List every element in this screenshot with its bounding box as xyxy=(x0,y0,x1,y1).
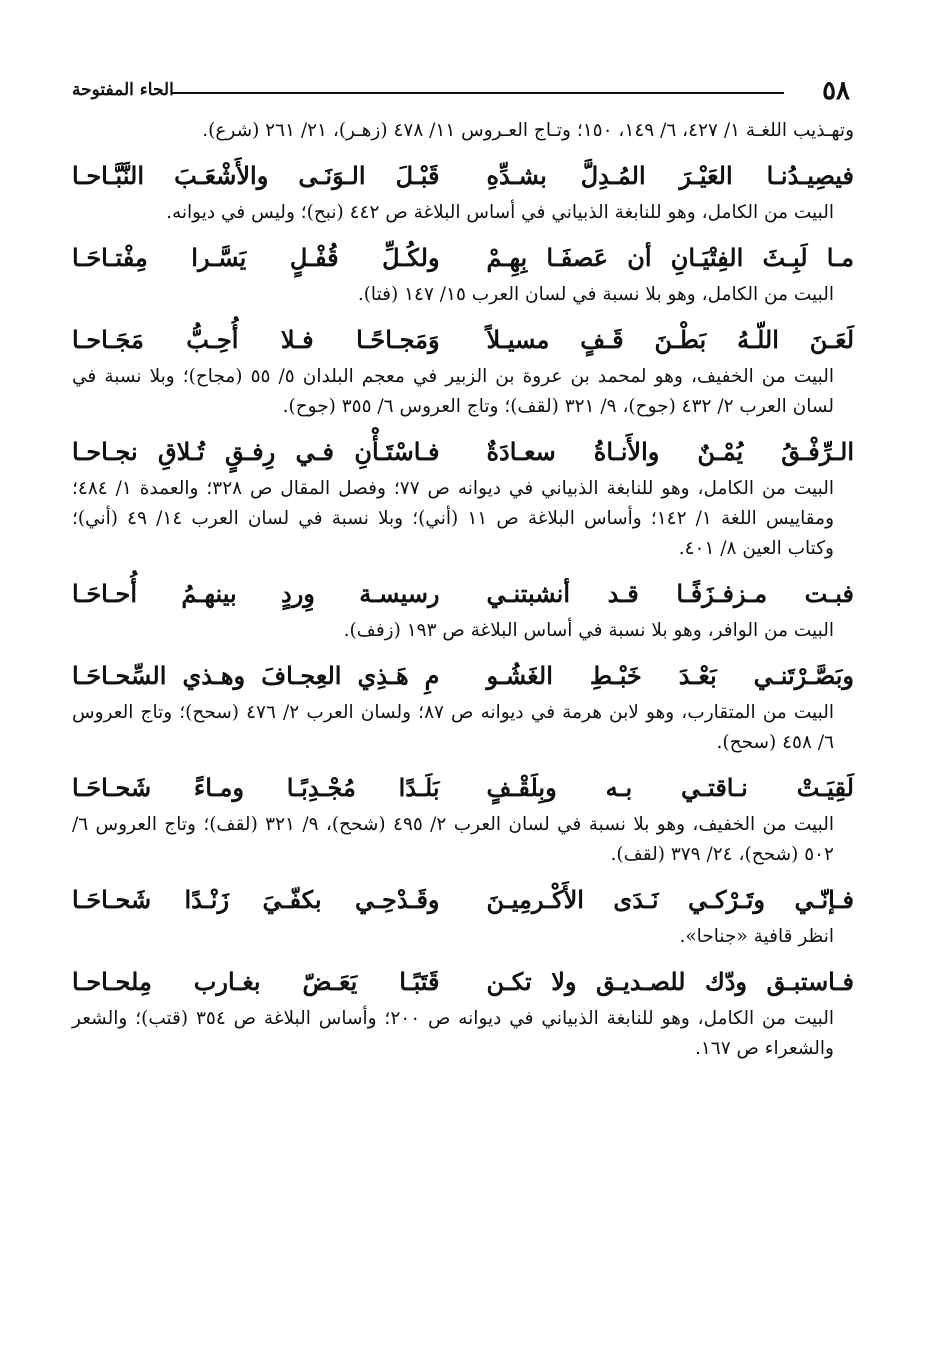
verse-first-hemistich: الـرِّفْـقُ يُمْـنٌ والأَنـاةُ سعـادَةٌ xyxy=(486,437,854,466)
note-block xyxy=(72,474,854,564)
note-block xyxy=(72,1004,854,1064)
book-page xyxy=(72,70,854,1340)
verse-first-hemistich: فـاستبـق ودّك للصـديـق ولا تكـن xyxy=(486,967,854,996)
poetry-verse xyxy=(72,882,854,918)
verse-entry xyxy=(72,158,854,228)
verse-second-hemistich: قَبْـلَ الـوَنَـى والأَشْعَـبَ النَّبَّـاحـا xyxy=(72,161,440,190)
footnote-text: البيت من الخفيف، وهو لمحمد بن عروة بن الزبير في معجم البلدان ٥/ ٥٥ (مجاح)؛ وبلا نسبة في لسان العرب ٢/ ٤٣٢ (جوح)، ٩/ ٣٢١ (لقف)؛ وتاج العروس ٦/ ٣٥٥ (جوح). xyxy=(72,366,834,417)
page-header xyxy=(72,70,854,116)
footnote-text: البيت من الكامل، وهو للنابغة الذبياني في أساس البلاغة ص ٤٤٢ (نبح)؛ وليس في ديوانه. xyxy=(166,202,834,223)
verse-second-hemistich: رسيسـة وِردٍ بينهـمُ أُحـاحَـا xyxy=(72,579,440,608)
footnote-text: البيت من الخفيف، وهو بلا نسبة في لسان العرب ٢/ ٤٩٥ (شحح)، ٩/ ٣٢١ (لقف)؛ وتاج العروس ٦/ ٥٠٢ (شحح)، ٢٤/ ٣٧٩ (لقف). xyxy=(72,814,834,865)
header-rule xyxy=(172,92,784,94)
verse-first-hemistich: وبَصَّـرْتَنـي بَعْـدَ خَبْـطِ الغَشُـو xyxy=(486,661,854,690)
footnote-text: البيت من الكامل، وهو بلا نسبة في لسان العرب ١٥/ ١٤٧ (فتا). xyxy=(357,284,834,305)
verse-second-hemistich: بَلَـدًا مُجْـدِبًـا ومـاءً شَحـاحَـا xyxy=(72,773,440,802)
verse-first-hemistich: فيصِيـدُنـا العَيْـرَ المُـدِلَّ بشـدِّهِ xyxy=(486,161,854,190)
verse-entry xyxy=(72,658,854,758)
verse-entry xyxy=(72,770,854,870)
verse-first-hemistich: مـا لَبِـثَ الفِتْيَـانِ أن عَصفَـا بِهِـمْ xyxy=(486,243,854,272)
note-block xyxy=(72,362,854,422)
note-block xyxy=(72,922,854,952)
verse-entry xyxy=(72,240,854,310)
poetry-verse xyxy=(72,770,854,806)
running-title: الحاء المفتوحة xyxy=(72,80,174,100)
poetry-verse xyxy=(72,964,854,1000)
verse-second-hemistich: وقَـدْحِـي بكفّـيَ زَنْـدًا شَحـاحَـا xyxy=(72,885,440,914)
poetry-verse xyxy=(72,434,854,470)
note-block xyxy=(72,198,854,228)
verse-second-hemistich: فـاسْتَـأْنِ فـي رِفـقٍ تُـلاقِ نجـاحـا xyxy=(72,437,440,466)
verse-first-hemistich: فـإنّـي وتَـرْكـي نَـدَى الأَكْـرمِيـنَ xyxy=(486,885,854,914)
poetry-verse xyxy=(72,658,854,694)
verse-first-hemistich: لَقِيَـتْ نـاقتـي بـه وبِلَقْـفٍ xyxy=(486,773,854,802)
note-block xyxy=(72,616,854,646)
verse-entry xyxy=(72,434,854,564)
footnote-text: انظر قافية «جناحا». xyxy=(679,926,834,947)
verse-entry xyxy=(72,882,854,952)
poetry-verse xyxy=(72,158,854,194)
page-number: ٥٨ xyxy=(822,76,850,106)
footnote-text: البيت من الكامل، وهو للنابغة الذبياني في ديوانه ص ٧٧؛ وفصل المقال ص ٣٢٨؛ والعمدة ١/ ٤٨٤؛ ومقاييس اللغة ١/ ١٤٢؛ وأساس البلاغة ص ١١ (أني)؛ وبلا نسبة في لسان العرب ١٤/ ٤٩ (أني)؛ وكتاب العين ٨/ ٤٠١. xyxy=(72,478,834,559)
poetry-verse xyxy=(72,322,854,358)
footnote-text: البيت من المتقارب، وهو لابن هرمة في ديوانه ص ٨٧؛ ولسان العرب ٢/ ٤٧٦ (سحح)؛ وتاج العروس ٦/ ٤٥٨ (سحح). xyxy=(72,702,834,753)
verse-first-hemistich: فبـت مـزفـزَفًـا قـد أنشبتنـي xyxy=(486,579,854,608)
footnote-text: البيت من الكامل، وهو للنابغة الذبياني في ديوانه ص ٢٠٠؛ وأساس البلاغة ص ٣٥٤ (قتب)؛ والشعر والشعراء ص ١٦٧. xyxy=(72,1008,834,1059)
verse-second-hemistich: قَتَبًـا يَعَـضّ بغـارب مِلحـاحـا xyxy=(72,967,440,996)
footnote-text: وتهـذيب اللغـة ١/ ٤٢٧، ٦/ ١٤٩، ١٥٠؛ وتـاج العـروس ١١/ ٤٧٨ (زهـر)، ٢١/ ٢٦١ (شرع). xyxy=(202,120,854,141)
note-block xyxy=(72,280,854,310)
verse-entry xyxy=(72,576,854,646)
verse-entry xyxy=(72,964,854,1064)
poetry-verse xyxy=(72,576,854,612)
verse-entry xyxy=(72,322,854,422)
verse-first-hemistich: لَعَـنَ اللّـهُ بَطْـنَ قَـفٍ مسيـلاً xyxy=(486,325,854,354)
poetry-verse xyxy=(72,240,854,276)
verse-second-hemistich: ولكُـلِّ قُفْـلٍ يَسَّـرا مِفْتـاحَـا xyxy=(72,243,440,272)
note-block xyxy=(72,698,854,758)
footnote-text: البيت من الوافر، وهو بلا نسبة في أساس البلاغة ص ١٩٣ (زفف). xyxy=(343,620,834,641)
verse-entries xyxy=(72,158,854,1064)
verse-second-hemistich: مِ هَـذِي العِجـافَ وهـذي السِّحـاحَـا xyxy=(72,661,440,690)
verse-second-hemistich: وَمَجـاحًـا فـلا أُحِـبُّ مَجَـاحـا xyxy=(72,325,440,354)
intro-note-block xyxy=(72,116,854,146)
note-block xyxy=(72,810,854,870)
